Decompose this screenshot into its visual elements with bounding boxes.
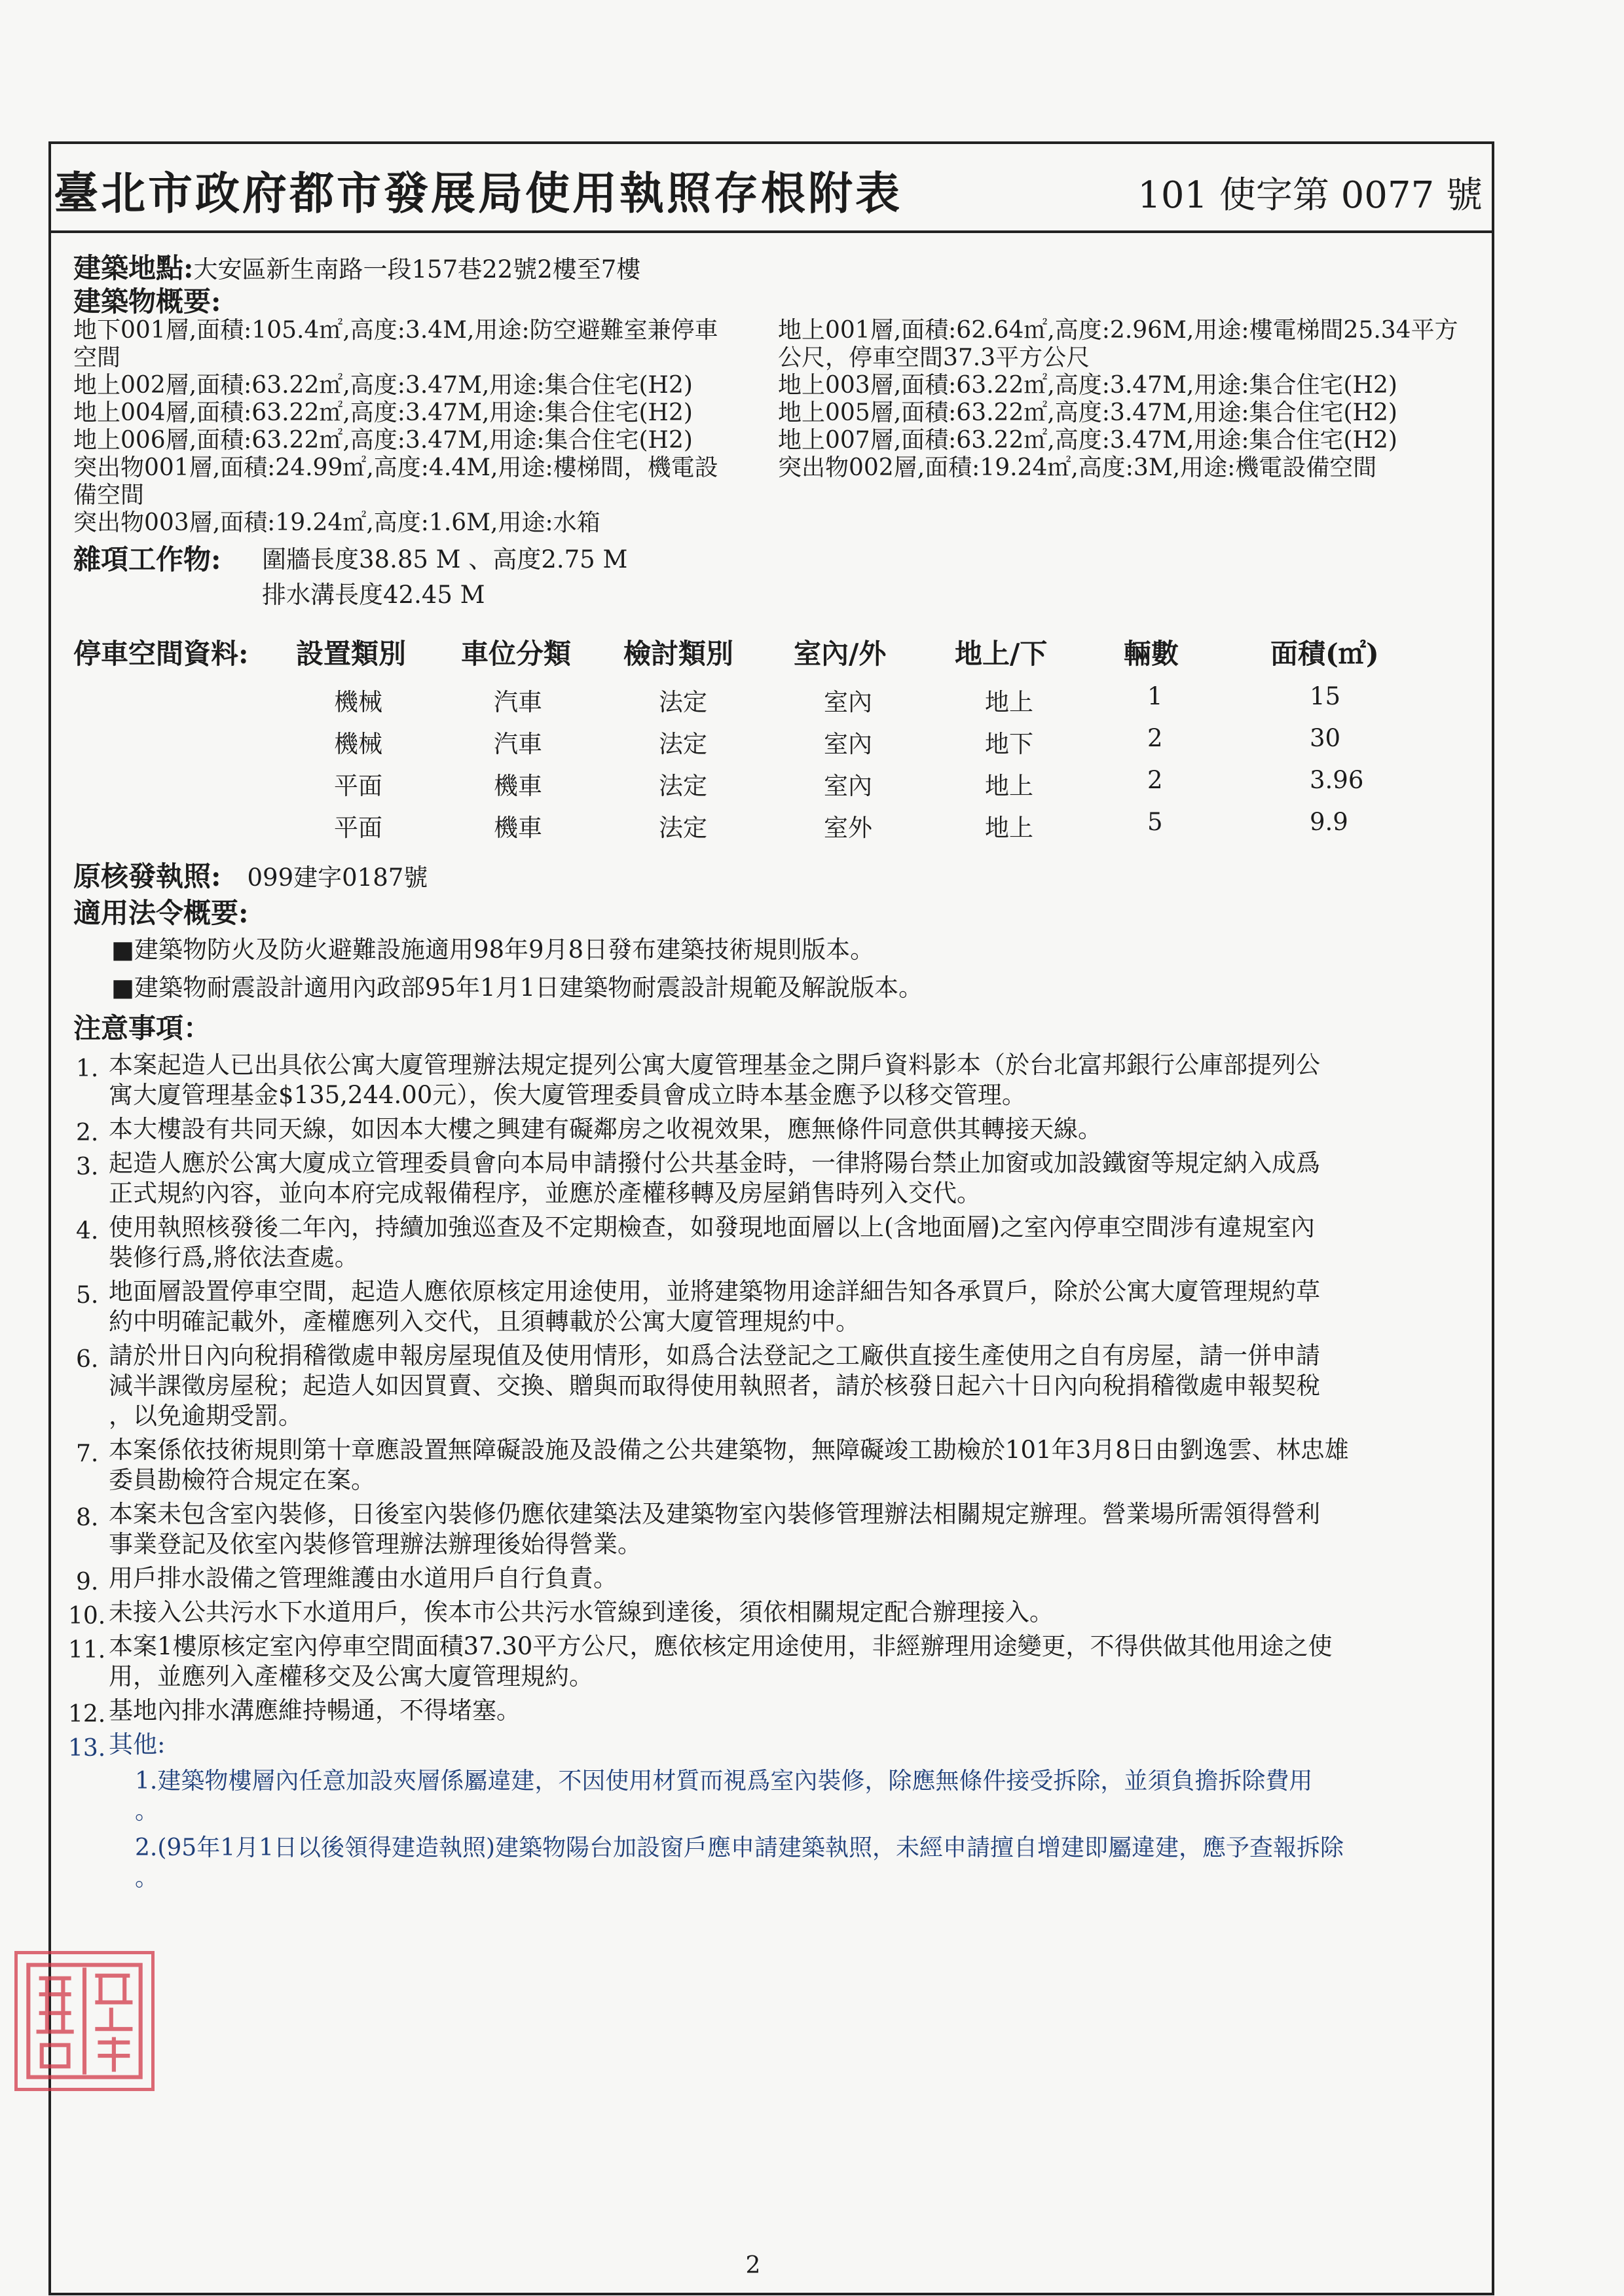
note-line: 請於卅日內向稅捐稽徵處申報房屋現值及使用情形，如爲合法登記之工廠供直接生產使用之自有房屋，請一併申請 xyxy=(109,1341,1320,1370)
parking-cell: 法定 xyxy=(659,772,707,800)
note-item xyxy=(68,1631,1475,1692)
original-permit-row xyxy=(73,859,1475,896)
overview-line: 突出物003層,面積:19.24㎡,高度:1.6M,用途:水箱 xyxy=(73,509,600,536)
parking-cell: 2 xyxy=(1147,766,1163,794)
overview-line: 公尺，停車空間37.3平方公尺 xyxy=(778,344,1090,371)
note-item xyxy=(68,1730,1475,1760)
parking-cell: 3.96 xyxy=(1310,766,1364,794)
license-number: 101 使字第 0077 號 xyxy=(1137,174,1483,217)
official-seal-stamp xyxy=(14,1951,155,2091)
overview-line: 地上005層,面積:63.22㎡,高度:3.47M,用途:集合住宅(H2) xyxy=(778,399,1397,426)
parking-row xyxy=(73,801,1475,843)
note-line: 本案1樓原核定室內停車空間面積37.30平方公尺，應依核定用途使用，非經辦理用途變更，不得供做其他用途之使 xyxy=(109,1632,1333,1660)
note-number: 9. xyxy=(76,1569,99,1595)
parking-col-header: 面積(㎡) xyxy=(1270,638,1379,670)
other-line: 1.建築物樓層內任意加設夾層係屬違建，不因使用材質而視爲室內裝修，除應無條件接受拆除，並須負擔拆除費用 xyxy=(135,1768,1313,1795)
note-line: 其他: xyxy=(109,1730,166,1758)
parking-cell: 室內 xyxy=(824,772,872,800)
note-number: 12. xyxy=(68,1701,106,1728)
misc-label: 雜項工作物: xyxy=(73,543,221,575)
laws-label: 適用法令概要: xyxy=(73,897,249,929)
other-line: 。 xyxy=(135,1798,159,1825)
note-line: 事業登記及依室內裝修管理辦法辦理後始得營業。 xyxy=(109,1530,642,1558)
note-line: 使用執照核發後二年內，持續加強巡查及不定期檢查，如發現地面層以上(含地面層)之室內停車空間涉有違規室內 xyxy=(109,1213,1315,1241)
note-item xyxy=(76,1499,1475,1559)
note-item xyxy=(76,1050,1475,1110)
notes-list xyxy=(68,1050,1475,1893)
parking-col-header: 輛數 xyxy=(1124,638,1179,670)
note-item xyxy=(76,1148,1475,1209)
note-line: 約中明確記載外，產權應列入交代，且須轉載於公寓大廈管理規約中。 xyxy=(109,1307,860,1336)
note-item xyxy=(68,1696,1475,1726)
note-number: 7. xyxy=(76,1440,99,1467)
note-line: 寓大廈管理基金$135,244.00元），俟大廈管理委員會成立時本基金應予以移交管理。 xyxy=(109,1081,1026,1109)
overview-label: 建築物概要: xyxy=(73,285,221,318)
parking-col-header: 設置類別 xyxy=(296,638,407,670)
other-line: 2.(95年1月1日以後領得建造執照)建築物陽台加設窗戶應申請建築執照，未經申請擅自增建即屬違建，應予查報拆除 xyxy=(135,1834,1344,1861)
note-number: 11. xyxy=(68,1637,106,1664)
note-line: 本案未包含室內裝修，日後室內裝修仍應依建築法及建築物室內裝修管理辦法相關規定辦理。營業場所需領得營利 xyxy=(109,1500,1320,1528)
note-number: 8. xyxy=(76,1504,99,1531)
document-title: 臺北市政府都市發展局使用執照存根附表 xyxy=(54,168,903,220)
note-line: 未接入公共污水下水道用戶，俟本市公共污水管線到達後，須依相關規定配合辦理接入。 xyxy=(109,1598,1054,1626)
parking-cell: 9.9 xyxy=(1310,808,1348,836)
document-frame xyxy=(48,141,1494,2295)
parking-col-header: 室內/外 xyxy=(794,638,887,670)
overview-line: 地上001層,面積:62.64㎡,高度:2.96M,用途:樓電梯間25.34平方 xyxy=(778,317,1458,344)
parking-cell: 法定 xyxy=(659,814,707,842)
other-line: 。 xyxy=(135,1865,159,1891)
overview-line: 地上002層,面積:63.22㎡,高度:3.47M,用途:集合住宅(H2) xyxy=(73,372,693,399)
overview-line: 備空間 xyxy=(73,482,145,509)
note-item xyxy=(76,1341,1475,1431)
overview-line: 地上003層,面積:63.22㎡,高度:3.47M,用途:集合住宅(H2) xyxy=(778,372,1397,399)
parking-cell: 機械 xyxy=(334,730,382,758)
note-item xyxy=(76,1277,1475,1337)
note-item xyxy=(76,1212,1475,1273)
original-permit-label: 原核發執照: xyxy=(73,860,221,892)
overview-line: 地上007層,面積:63.22㎡,高度:3.47M,用途:集合住宅(H2) xyxy=(778,427,1397,454)
note-item xyxy=(68,1597,1475,1628)
note-number: 5. xyxy=(76,1282,99,1309)
parking-cell: 平面 xyxy=(334,814,382,842)
parking-cell: 2 xyxy=(1147,724,1163,752)
parking-cell: 室內 xyxy=(824,730,872,758)
note-number: 1. xyxy=(76,1055,99,1082)
parking-cell: 汽車 xyxy=(494,688,542,716)
parking-cell: 機械 xyxy=(334,688,382,716)
parking-col-header: 檢討類別 xyxy=(623,638,734,670)
note-line: 本案起造人已出具依公寓大廈管理辦法規定提列公寓大廈管理基金之開戶資料影本（於台北富邦銀行公庫部提列公 xyxy=(109,1051,1320,1079)
note-item xyxy=(76,1563,1475,1594)
parking-row xyxy=(73,718,1475,759)
parking-cell: 地上 xyxy=(985,814,1033,842)
parking-cell: 30 xyxy=(1310,724,1341,752)
parking-cell: 法定 xyxy=(659,730,707,758)
note-line: ，以免逾期受罰。 xyxy=(109,1402,303,1430)
parking-cell: 15 xyxy=(1310,682,1341,710)
parking-cell: 機車 xyxy=(494,814,542,842)
overview-line: 空間 xyxy=(73,344,121,371)
other-item xyxy=(73,1833,1475,1893)
site-row xyxy=(73,254,1475,284)
overview-line: 地上006層,面積:63.22㎡,高度:3.47M,用途:集合住宅(H2) xyxy=(73,427,693,454)
note-line: 用，並應列入產權移交及公寓大廈管理規約。 xyxy=(109,1662,593,1690)
parking-cell: 地上 xyxy=(985,772,1033,800)
misc-wall: 圍牆長度38.85 M 、高度2.75 M xyxy=(262,545,628,574)
overview-line: 突出物002層,面積:19.24㎡,高度:3M,用途:機電設備空間 xyxy=(778,454,1377,481)
document-content xyxy=(68,252,1475,1893)
page-number: 2 xyxy=(745,2252,761,2279)
parking-cell: 5 xyxy=(1147,808,1163,836)
parking-cell: 地上 xyxy=(985,688,1033,716)
note-number: 10. xyxy=(68,1603,106,1630)
note-line: 委員勘檢符合規定在案。 xyxy=(109,1466,375,1494)
parking-cell: 機車 xyxy=(494,772,542,800)
note-number: 13. xyxy=(68,1735,106,1762)
parking-table xyxy=(73,676,1475,843)
note-item xyxy=(76,1435,1475,1495)
note-item xyxy=(76,1114,1475,1144)
note-line: 起造人應於公寓大廈成立管理委員會向本局申請撥付公共基金時，一律將陽台禁止加窗或加設鐵窗等規定納入成爲 xyxy=(109,1149,1320,1177)
note-number: 6. xyxy=(76,1346,99,1373)
parking-cell: 法定 xyxy=(659,688,707,716)
overview-line: 地下001層,面積:105.4㎡,高度:3.4M,用途:防空避難室兼停車 xyxy=(73,317,718,344)
note-line: 正式規約內容，並向本府完成報備程序，並應於產權移轉及房屋銷售時列入交代。 xyxy=(109,1179,981,1207)
parking-cell: 室內 xyxy=(824,688,872,716)
parking-col-header: 車位分類 xyxy=(461,638,572,670)
overview-columns xyxy=(73,317,1475,543)
title-row xyxy=(51,144,1492,233)
notes-label: 注意事項： xyxy=(73,1012,212,1044)
law-item: ■建築物耐震設計適用內政部95年1月1日建築物耐震設計規範及解說版本。 xyxy=(111,974,923,1002)
parking-row xyxy=(73,759,1475,801)
parking-row xyxy=(73,676,1475,718)
law-item: ■建築物防火及防火避難設施適用98年9月8日發布建築技術規則版本。 xyxy=(111,936,875,964)
parking-cell: 汽車 xyxy=(494,730,542,758)
other-item xyxy=(73,1766,1475,1827)
parking-label: 停車空間資料: xyxy=(73,638,249,670)
misc-drain: 排水溝長度42.45 M xyxy=(262,581,485,609)
note-line: 本案係依技術規則第十章應設置無障礙設施及設備之公共建築物，無障礙竣工勘檢於101年3月8日由劉逸雲、林忠雄 xyxy=(109,1436,1349,1464)
note-line: 基地內排水溝應維持暢通，不得堵塞。 xyxy=(109,1696,521,1724)
note-line: 減半課徵房屋稅；起造人如因買賣、交換、贈與而取得使用執照者，請於核發日起六十日內向稅捐稽徵處申報契稅 xyxy=(109,1372,1320,1400)
parking-header xyxy=(73,632,1475,676)
seal-glyphs xyxy=(18,1954,151,2088)
parking-col-header: 地上/下 xyxy=(955,638,1048,670)
overview-line: 突出物001層,面積:24.99㎡,高度:4.4M,用途:樓梯間，機電設 xyxy=(73,454,718,481)
misc-works xyxy=(73,543,1475,613)
note-line: 地面層設置停車空間，起造人應依原核定用途使用，並將建築物用途詳細告知各承買戶，除於公寓大廈管理規約草 xyxy=(109,1277,1320,1305)
site-label: 建築地點: xyxy=(73,252,194,284)
original-permit-value: 099建字0187號 xyxy=(247,864,428,892)
note-number: 3. xyxy=(76,1154,99,1180)
parking-cell: 平面 xyxy=(334,772,382,800)
note-line: 本大樓設有共同天線，如因本大樓之興建有礙鄰房之收視效果，應無條件同意供其轉接天線。 xyxy=(109,1115,1102,1143)
parking-cell: 1 xyxy=(1147,682,1163,710)
parking-cell: 地下 xyxy=(985,730,1033,758)
site-value: 大安區新生南路一段157巷22號2樓至7樓 xyxy=(193,255,641,283)
overview-left-column xyxy=(73,317,754,537)
note-line: 裝修行爲,將依法查處。 xyxy=(109,1243,359,1271)
note-number: 4. xyxy=(76,1218,99,1245)
parking-cell: 室外 xyxy=(824,814,872,842)
note-number: 2. xyxy=(76,1120,99,1146)
note-line: 用戶排水設備之管理維護由水道用戶自行負責。 xyxy=(109,1564,618,1592)
overview-line: 地上004層,面積:63.22㎡,高度:3.47M,用途:集合住宅(H2) xyxy=(73,399,693,426)
overview-right-column xyxy=(778,317,1459,482)
